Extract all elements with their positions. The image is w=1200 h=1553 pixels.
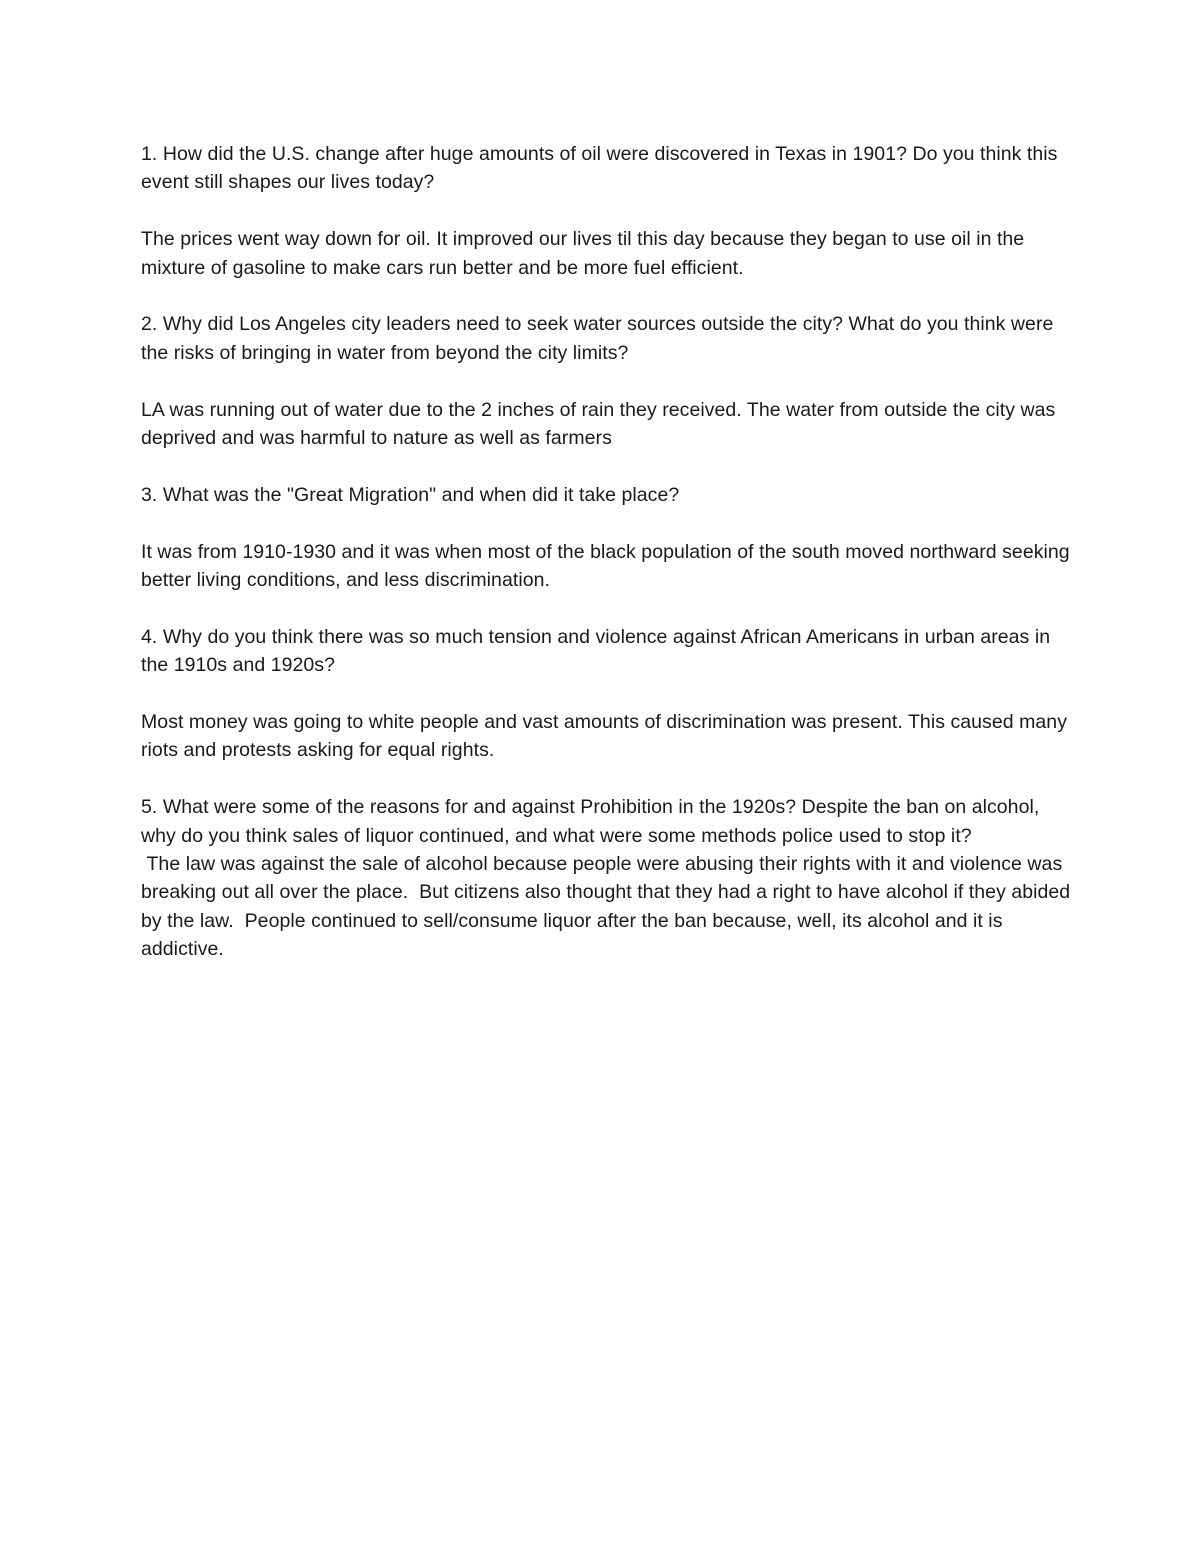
question-4: 4. Why do you think there was so much tension and violence against African Americans in urban areas in the 1910s and 1920s? [141, 625, 1056, 677]
question-1: 1. How did the U.S. change after huge amounts of oil were discovered in Texas in 1901? Do you think this event still shapes our lives today? [141, 143, 1063, 194]
question-3: 3. What was the "Great Migration" and when did it take place? [141, 483, 680, 506]
answer-1: The prices went way down for oil. It improved our lives til this day because they began to use oil in the mixture of gasoline to make cars run better and be more fuel efficient. [141, 228, 1030, 279]
question-5: 5. What were some of the reasons for and against Prohibition in the 1920s? Despite the ban on alcohol, why do you think sales of liquor continued, and what were some methods police used to stop it? [141, 796, 1045, 847]
document-body [141, 140, 1076, 964]
answer-2: LA was running out of water due to the 2 inches of rain they received. The water from outside the city was deprived and was harmful to nature as well as farmers [141, 398, 1061, 450]
answer-4: Most money was going to white people and vast amounts of discrimination was present. This caused many riots and protests asking for equal rights. [141, 711, 1073, 762]
answer-3: It was from 1910-1930 and it was when most of the black population of the south moved northward seeking better living conditions, and less discrimination. [141, 540, 1076, 592]
answer-5: The law was against the sale of alcohol because people were abusing their rights with it and violence was breaking out all over the place. But citizens also thought that they had a right to have alcohol if they abided by the law. People continued to sell/consume liquor after the ban because, well, its alcohol and it is addictive. [141, 853, 1076, 961]
question-2: 2. Why did Los Angeles city leaders need to seek water sources outside the city? What do you think were the risks of bringing in water from beyond the city limits? [141, 313, 1059, 364]
